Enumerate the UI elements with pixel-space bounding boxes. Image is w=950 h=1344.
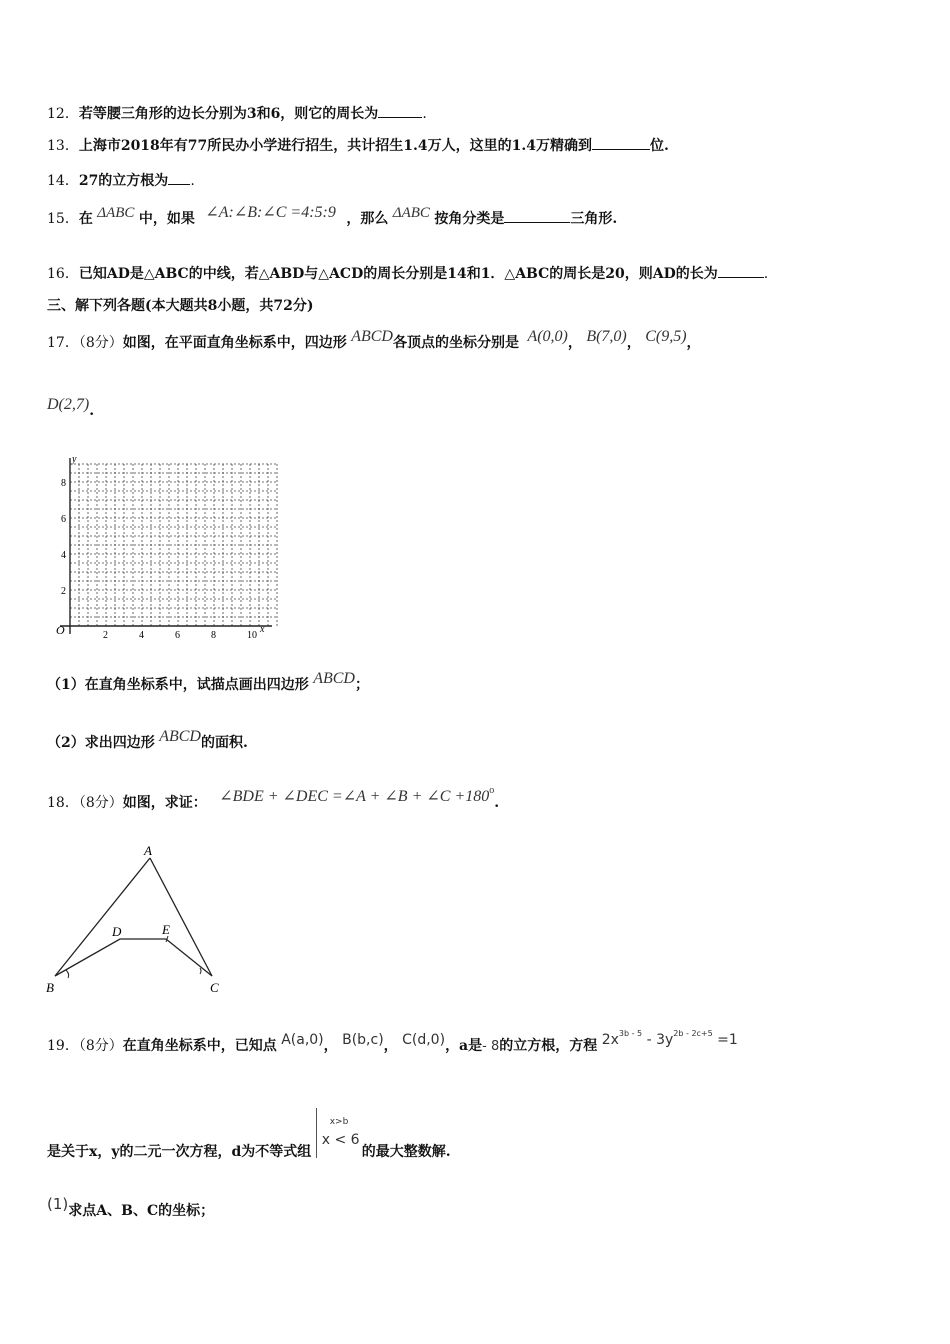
q15-mid1: 中，如果 xyxy=(138,211,195,227)
q19-part1-label: (1) xyxy=(47,1195,69,1213)
q15-mid3: 按角分类是 xyxy=(434,211,505,227)
q15-mid2: ，那么 xyxy=(346,211,389,227)
x-tick-label: 6 xyxy=(175,630,180,638)
q17-point-a: A(0,0) xyxy=(527,328,568,345)
q17-quad: ABCD xyxy=(351,328,393,345)
question-15 xyxy=(47,206,617,232)
angle-mark-b xyxy=(66,970,69,978)
q15-triangle-2: ΔABC xyxy=(392,205,430,221)
q17-point-c: C(9,5) xyxy=(645,328,687,345)
q15-pre: 在 xyxy=(78,211,93,227)
path-bdec xyxy=(55,939,212,976)
q19-eq-part-a: 2x xyxy=(601,1032,619,1048)
side-ab xyxy=(55,858,150,976)
y-tick-label: 4 xyxy=(61,550,66,561)
side-ac xyxy=(150,858,212,976)
x-tick-label: 2 xyxy=(103,630,108,638)
q17-part1-label: （1） xyxy=(47,677,85,693)
q17-number: 17． xyxy=(47,335,79,351)
triangle-figure xyxy=(40,838,240,998)
y-axis-label: y xyxy=(72,454,77,465)
q18-score: （8分） xyxy=(78,795,123,811)
coordinate-grid-figure xyxy=(40,448,280,638)
question-19 xyxy=(47,1029,738,1062)
q17-part2-quad: ABCD xyxy=(159,728,201,745)
q17-text: 如图，在平面直角坐标系中，四边形 xyxy=(122,335,347,351)
q19-line2: 是关于x，y的二元一次方程，d为不等式组 xyxy=(47,1144,312,1160)
q12-blank[interactable] xyxy=(378,105,422,118)
question-19-part-1 xyxy=(47,1195,215,1223)
q14-blank[interactable] xyxy=(168,172,190,185)
q19-score: （8分） xyxy=(78,1038,123,1054)
label-a: A xyxy=(144,843,152,858)
y-tick-label: 6 xyxy=(61,514,66,525)
brace xyxy=(316,1108,319,1158)
q18-number: 18． xyxy=(47,795,79,811)
q17-point-d: D(2,7) xyxy=(47,396,90,413)
q19-ineq-1: x>b xyxy=(329,1117,349,1127)
q17-end: . xyxy=(89,403,95,419)
q19-eq-part-c: =1 xyxy=(712,1032,738,1048)
q12-number: 12． xyxy=(47,106,79,122)
label-c: C xyxy=(210,980,219,995)
q19-part1-text: 求点A、B、C的坐标； xyxy=(68,1203,215,1219)
question-18 xyxy=(47,785,500,818)
q17-sep1: ， xyxy=(567,335,582,351)
q16-text: 已知AD是△ABC的中线，若△ABD与△ACD的周长分别是14和1．△ABC的周长是20，则AD的长为 xyxy=(78,266,718,282)
question-17 xyxy=(47,330,701,356)
q19-text: 在直角坐标系中，已知点 xyxy=(122,1038,277,1054)
q14-number: 14． xyxy=(47,173,79,189)
q19-exp1: 3b - 5 xyxy=(618,1029,643,1038)
q13-number: 13． xyxy=(47,138,79,154)
q14-text: 27的立方根为 xyxy=(78,173,169,189)
q17-text2: 各顶点的坐标分别是 xyxy=(392,335,519,351)
x-tick-label: 8 xyxy=(211,630,216,638)
question-12 xyxy=(47,104,427,124)
label-b: B xyxy=(46,980,54,995)
q17-sep2: ， xyxy=(626,335,641,351)
q14-end: . xyxy=(190,173,195,189)
q17-part1-end: ； xyxy=(354,677,369,693)
q19-neg8: - 8 xyxy=(482,1039,500,1054)
q19-line2-end: 的最大整数解. xyxy=(361,1144,451,1160)
x-tick-labels xyxy=(103,630,257,638)
q18-end: . xyxy=(494,795,500,811)
q19-sep2: ， xyxy=(383,1038,398,1054)
q17-part2-text: 求出四边形 xyxy=(84,735,155,751)
q12-end: . xyxy=(422,106,427,122)
q17-score: （8分） xyxy=(78,335,123,351)
x-tick-label: 4 xyxy=(139,630,144,638)
label-e: E xyxy=(162,922,170,937)
grid-lines xyxy=(70,464,277,626)
origin-label: O xyxy=(56,623,65,637)
q19-exp2: 2b - 2c+5 xyxy=(673,1029,713,1038)
y-tick-labels xyxy=(61,478,66,597)
q15-angle-ratio: ∠A:∠B:∠C =4:5:9 xyxy=(205,204,336,221)
y-tick-label: 8 xyxy=(61,478,66,489)
q18-text: 如图，求证： xyxy=(122,795,207,811)
x-axis-label: x xyxy=(260,624,265,635)
q18-degree: o xyxy=(489,785,495,796)
angle-mark-c xyxy=(200,968,201,974)
q19-eq-part-b: - 3y xyxy=(642,1032,674,1048)
q13-blank[interactable] xyxy=(592,137,650,150)
q19-point-a: A(a,0) xyxy=(281,1032,324,1048)
q15-number: 15． xyxy=(47,211,79,227)
q17-part1-quad: ABCD xyxy=(313,670,355,687)
q16-blank[interactable] xyxy=(718,265,764,278)
q19-t2: ，a是 xyxy=(445,1038,483,1054)
q19-point-b: B(b,c) xyxy=(342,1032,384,1048)
question-16 xyxy=(47,264,768,284)
q15-blank[interactable] xyxy=(504,210,570,223)
q13-text: 上海市2018年有77所民办小学进行招生，共计招生1.4万人，这里的1.4万精确到 xyxy=(78,138,592,154)
q17-part2-end: 的面积. xyxy=(200,735,248,751)
question-14 xyxy=(47,171,195,191)
q17-sep3: ， xyxy=(686,335,701,351)
q15-triangle-1: ΔABC xyxy=(97,205,135,221)
q16-end: . xyxy=(763,266,769,282)
y-tick-label: 2 xyxy=(61,586,66,597)
q17-part1-text: 在直角坐标系中，试描点画出四边形 xyxy=(84,677,309,693)
q17-part2-label: （2） xyxy=(47,735,85,751)
q19-ineq-2: x < 6 xyxy=(321,1132,360,1148)
section-3-heading: 三、解下列各题(本大题共8小题，共72分) xyxy=(47,298,314,314)
x-tick-label: 10 xyxy=(247,630,257,638)
q18-formula: ∠BDE + ∠DEC =∠A + ∠B + ∠C +180 xyxy=(219,788,490,805)
question-17-cont xyxy=(47,398,94,424)
question-13 xyxy=(47,136,669,156)
q19-number: 19． xyxy=(47,1038,79,1054)
q13-end: 位. xyxy=(650,138,669,154)
q19-sep1: ， xyxy=(323,1038,338,1054)
question-17-part-2 xyxy=(47,730,248,756)
q17-point-b: B(7,0) xyxy=(586,328,627,345)
question-19-line-2 xyxy=(47,1117,451,1162)
label-d: D xyxy=(112,924,122,939)
q16-number: 16． xyxy=(47,266,79,282)
q19-point-c: C(d,0) xyxy=(402,1032,446,1048)
q19-inequality-system xyxy=(316,1117,362,1156)
question-17-part-1 xyxy=(47,672,369,698)
q12-text: 若等腰三角形的边长分别为3和6，则它的周长为 xyxy=(78,106,379,122)
q15-end: 三角形. xyxy=(570,211,618,227)
q19-t3: 的立方根，方程 xyxy=(499,1038,598,1054)
